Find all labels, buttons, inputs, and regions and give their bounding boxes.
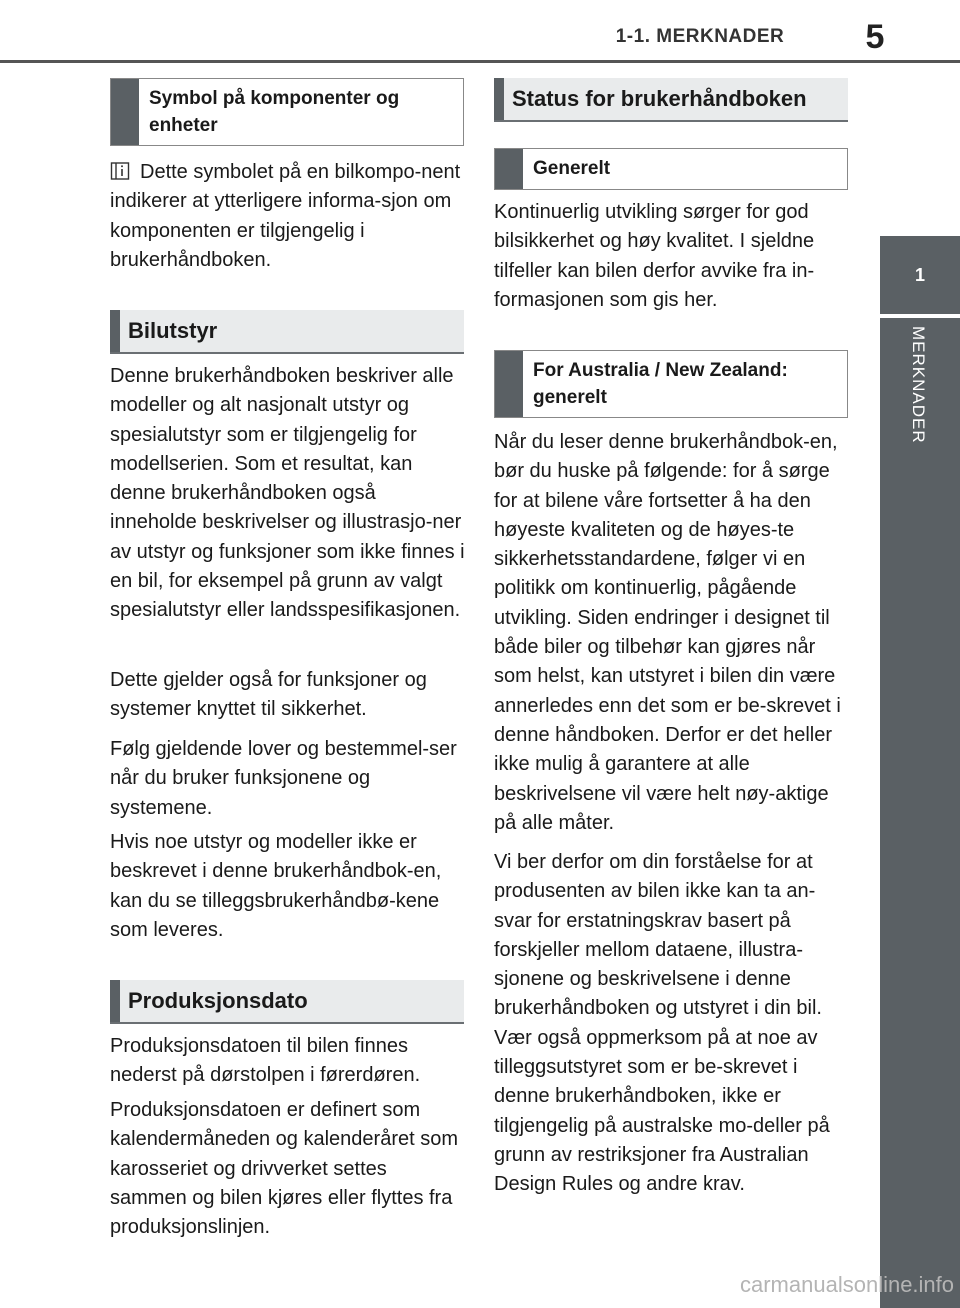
heading-australia-text: For Australia / New Zealand: generelt (533, 360, 788, 408)
page-number: 5 (865, 18, 885, 56)
heading-australia (494, 350, 848, 418)
symbol-text: Dette symbolet på en bilkompo-nent indikerer at ytterligere informa-sjon om komponenten er tilgjengelig i brukerhåndboken. (110, 161, 461, 271)
heading-status (494, 78, 848, 122)
paragraph-bilutstyr-4: Hvis noe utstyr og modeller ikke er beskrevet i denne brukerhåndbok-en, kan du se tilleggsbrukerhåndbø-kene som leveres. (110, 831, 442, 941)
heading-generelt-text: Generelt (533, 158, 611, 179)
paragraph-produksjon-2: Produksjonsdatoen er definert som kalendermåneden og kalenderåret som karosseriet og drivverket settes sammen og bilen kjøres eller flyttes fra produksjonslinjen. (110, 1099, 458, 1239)
heading-accent-bar (495, 149, 523, 189)
heading-symbol (110, 78, 464, 146)
heading-symbol-text: Symbol på komponenter og enheter (149, 88, 400, 136)
header-rule (0, 60, 960, 63)
heading-accent-bar (111, 79, 139, 145)
paragraph-australia-1: Når du leser denne brukerhåndbok-en, bør du huske på følgende: for å sørge for at bilene våre fortsetter å ha den høyeste kvaliteten og de høyes-te sikkerhetsstandardene, følger vi en politikk om kontinuerlig, pågående utvikling. Siden endringer i designet til både biler og tilbehør kan gjøres når som helst, kan utstyret i bilen din være annerledes enn det som er be-skrevet i denne håndboken. Derfor er det heller ikke mulig å garantere at alle beskrivelsene vil være helt nøy-aktige på alle måter. (494, 431, 841, 834)
watermark: carmanualsonline.info (740, 1272, 955, 1297)
heading-accent-bar (495, 351, 523, 417)
paragraph-bilutstyr-1: Denne brukerhåndboken beskriver alle modeller og alt nasjonalt utstyr og spesialutstyr som er tilgjengelig for modellserien. Som et resultat, kan denne brukerhåndboken også inneholde beskrivelser og illustrasjo-ner av utstyr og funksjoner som ikke finnes i en bil, for eksempel på grunn av valgt spesialutstyr eller landsspesifikasjonen. (110, 365, 465, 622)
side-tab-label: MERKNADER (909, 326, 928, 444)
heading-accent-bar (110, 980, 120, 1022)
page-header-title: 1-1. MERKNADER (615, 26, 785, 47)
heading-status-text: Status for brukerhåndboken (512, 86, 807, 111)
paragraph-produksjon-1: Produksjonsdatoen til bilen finnes nederst på dørstolpen i førerdøren. (110, 1035, 421, 1087)
heading-accent-bar (494, 78, 504, 120)
paragraph-australia-2: Vi ber derfor om din forståelse for at produsenten av bilen ikke kan ta an-svar for erstatningskrav basert på forskjeller mellom dataene, illustra-sjonene og beskrivelsene i denne brukerhåndboken og utstyret i din bil. Vær også oppmerksom på at noe av tilleggsutstyret som er be-skrevet i denne brukerhåndboken, ikke er tilgjengelig på australske mo-deller på grunn av restriksjoner fra Australian Design Rules og andre krav. (494, 851, 830, 1196)
paragraph-bilutstyr-3: Følg gjeldende lover og bestemmel-ser når du bruker funksjonene og systemene. (110, 738, 457, 819)
paragraph-generelt: Kontinuerlig utvikling sørger for god bilsikkerhet og høy kvalitet. I sjeldne tilfeller kan bilen derfor avvike fra in-formasjonen som gis her. (494, 201, 815, 311)
heading-bilutstyr (110, 310, 464, 354)
heading-accent-bar (110, 310, 120, 352)
info-book-icon (110, 161, 130, 181)
heading-produksjonsdato-text: Produksjonsdato (128, 988, 308, 1013)
heading-generelt (494, 148, 848, 190)
paragraph-symbol (110, 158, 465, 275)
side-tab-number: 1 (880, 236, 960, 314)
paragraph-bilutstyr-2: Dette gjelder også for funksjoner og systemer knyttet til sikkerhet. (110, 669, 427, 721)
heading-bilutstyr-text: Bilutstyr (128, 318, 218, 343)
heading-produksjonsdato (110, 980, 464, 1024)
